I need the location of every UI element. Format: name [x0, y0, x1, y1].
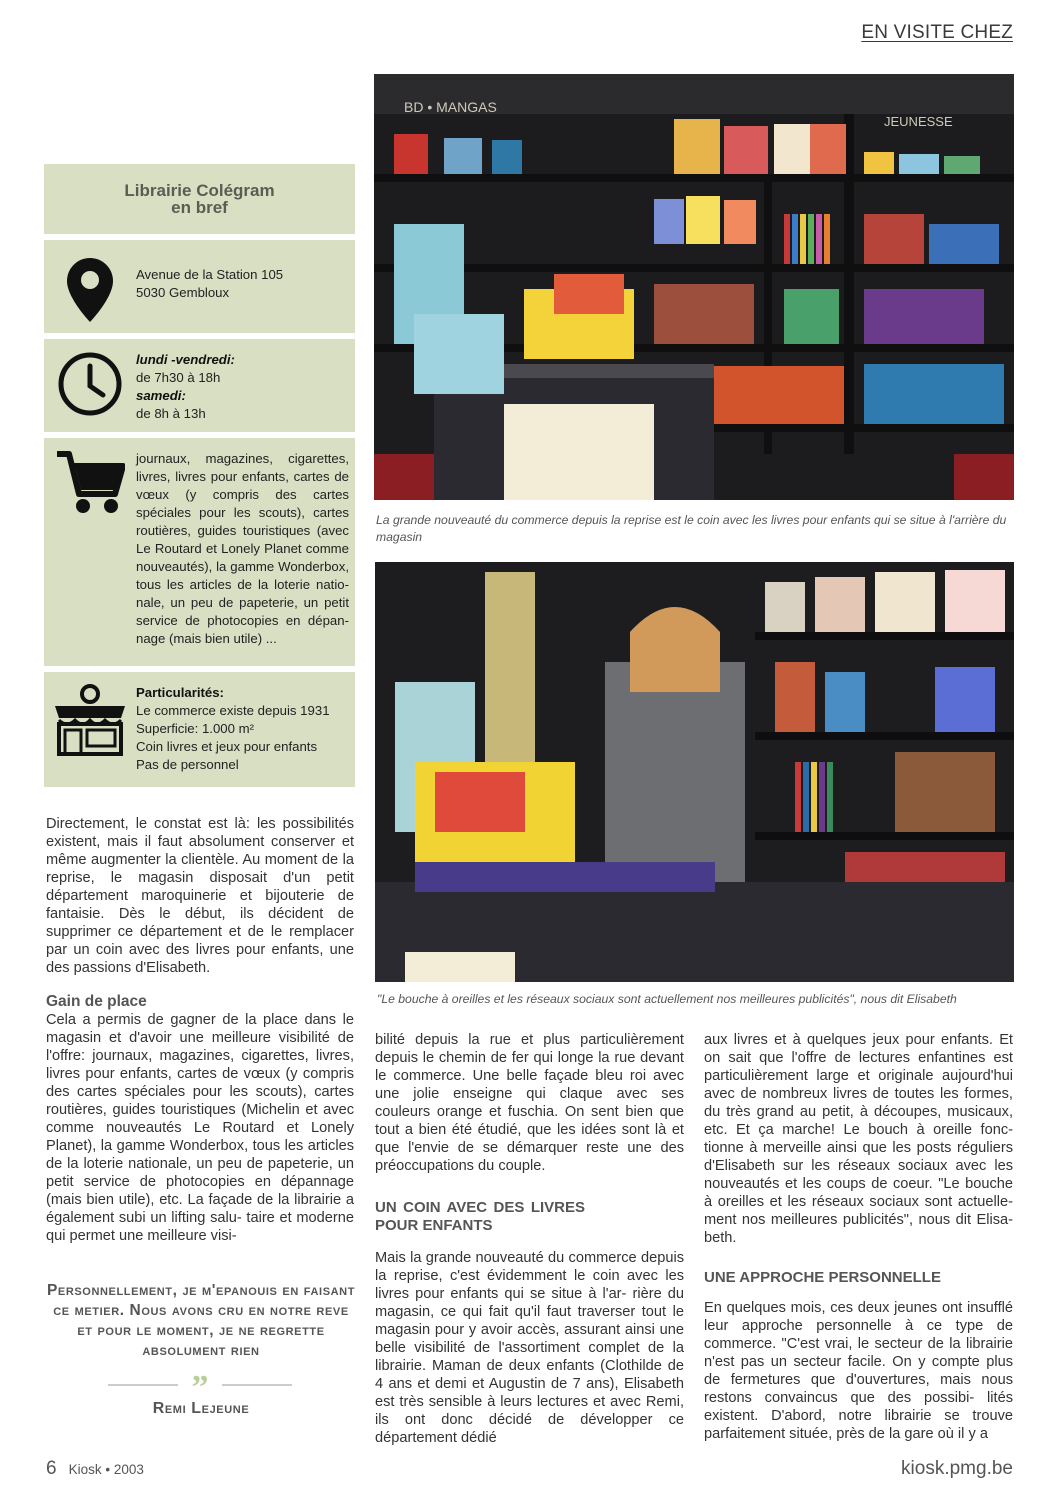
- heading-coin-enfants: UN COIN AVEC DES LIVRES POUR ENFANTS: [375, 1199, 585, 1234]
- address-block: [44, 240, 355, 333]
- hours-saturday-label: samedi:: [136, 388, 186, 403]
- clock-icon: [44, 351, 136, 417]
- website-link[interactable]: kiosk.pmg.be: [901, 1458, 1013, 1479]
- pull-quote: Personnellement, je m'epanouis en faisant ce metier. Nous avons cru en notre reve et pour le moment, je ne regrette absolument rien: [46, 1282, 356, 1359]
- shopping-cart-icon: [44, 450, 136, 516]
- magazine-issue: Kiosk • 2003: [68, 1462, 144, 1477]
- sidebar-title-line1: Librairie Colégram: [124, 181, 275, 200]
- sidebar-title: [44, 164, 355, 234]
- storefront-icon: [44, 684, 136, 756]
- features-line2: Superficie: 1.000 m²: [136, 721, 255, 736]
- hours-saturday-value: de 8h à 13h: [136, 406, 206, 421]
- article-column-1: [46, 815, 354, 1245]
- heading-gain-de-place: Gain de place: [46, 993, 147, 1010]
- heading-approche-personnelle: UNE APPROCHE PERSONNELLE: [704, 1269, 941, 1286]
- footer-left: [46, 1458, 144, 1480]
- gain-paragraph: Cela a permis de gagner de la place dans le magasin et d'avoir une meilleure visibilité de l'offre: journaux, magazines, cigarettes, livres, livres pour enfants, cartes de vœux (y compris des cartes spéciales pour les scouts), cartes routières, guides touristiques (Michelin et avec comme nouveautés Le Routard et Lonely Planet), la gamme Wonderbox, tous les articles de la loterie nationale, un peu de papeterie, un petit service de photocopies en dépannage (mais bien utile), etc. La façade de la librairie a également subi un lifting salu- taire et moderne qui permet une meilleure visi-: [46, 1012, 354, 1244]
- article-column-2: [375, 1031, 684, 1447]
- hours-weekdays-label: lundi -vendredi:: [136, 352, 235, 367]
- products-text: journaux, magazines, cigarettes, livres, livres pour enfants, cartes de vœux (y compris des cartes spéciales pour les scouts), cartes routières, guides touristiques (avec Le Routard et Lonely Planet comme nouveautés), la gamme Wonderbox, tous les articles de la loterie natio- nale, un peu de papeterie, un petit service de photocopies en dépan- nage (mais bien utile) ...: [136, 451, 349, 646]
- col3-paragraph: aux livres et à quelques jeux pour enfants. Et on sait que l'offre de lectures enfantines est particulièrement large et originale aujourd'hui avec de nombreux livres de toutes les formes, du très grand au petit, à découpes, musicaux, etc. Et ça marche! Le bouch à oreille fonc- tionne à merveille ainsi que les posts réguliers d'Elisabeth sur les réseaux sociaux avec les nouveautés et les coups de coeur. "Le bouche à oreilles et les réseaux sociaux sont actuelle- ment nos meilleures publicités", nous dit Elisa- beth.: [704, 1032, 1013, 1246]
- hours-weekdays-value: de 7h30 à 18h: [136, 370, 221, 385]
- article-column-3: [704, 1031, 1013, 1443]
- features-block: [44, 672, 355, 787]
- photo-caption-top: La grande nouveauté du commerce depuis la reprise est le coin avec les livres pour enfants qui se situe à l'arrière du magasin: [376, 513, 1007, 544]
- features-label: Particularités:: [136, 685, 224, 700]
- photo-caption-bottom: "Le bouche à oreilles et les réseaux sociaux sont actuellement nos meilleures publicités", nous dit Elisabeth: [377, 992, 957, 1006]
- photo-children-corner: [374, 74, 1014, 500]
- address-line2: 5030 Gembloux: [136, 285, 230, 300]
- products-block: [44, 438, 355, 666]
- address-line1: Avenue de la Station 105: [136, 267, 284, 282]
- shelf-sign-right: JEUNESSE: [884, 114, 953, 129]
- pull-quote-author: Remi Lejeune: [152, 1400, 250, 1417]
- features-line3: Coin livres et jeux pour enfants: [136, 739, 318, 754]
- svg-text:”: ”: [191, 1370, 209, 1400]
- quote-mark-icon: [108, 1370, 292, 1400]
- features-line1: Le commerce existe depuis 1931: [136, 703, 330, 718]
- sidebar-title-line2: en bref: [171, 198, 228, 217]
- section-label: EN VISITE CHEZ: [861, 22, 1013, 43]
- features-line4: Pas de personnel: [136, 757, 239, 772]
- col2-paragraph: bilité depuis la rue et plus particulièrement depuis le chemin de fer qui longe la rue devant le commerce. Une belle façade bleu roi avec une jolie enseigne qui claque avec ses couleurs orange et fuschia. On sent bien que tout a bien été étudié, que les idées sont là et que l'envie de se démarquer reste une des préoccupations du couple.: [375, 1032, 684, 1174]
- shelf-sign-left: BD • MANGAS: [404, 99, 497, 115]
- intro-paragraph: Directement, le constat est là: les possibilités existent, mais il faut absolument conserver et même augmenter la clientèle. Au moment de la reprise, le magasin disposait d'un petit département maroquinerie et bijouterie de fantaisie. Dès le début, ils décident de supprimer ce département et de le remplacer par un coin avec des livres pour enfants, une des passions d'Elisabeth.: [46, 816, 354, 976]
- coin-paragraph: Mais la grande nouveauté du commerce depuis la reprise, c'est évidemment le coin avec les livres pour enfants qui se situe à l'ar- rière du magasin, ce qui fait qu'il faut traverser tout le magasin pour y avoir accès, assurant ainsi une belle visibilité de l'assortiment complet de la librairie. Maman de deux enfants (Clothilde de 4 ans et demi et Augustin de 7 ans), Elisabeth est très sensible à leurs lectures et avec Remi, ils ont donc décidé de développer ce département dédié: [375, 1250, 684, 1446]
- location-pin-icon: [44, 258, 136, 322]
- hours-block: [44, 339, 355, 432]
- info-sidebar: [44, 164, 355, 793]
- page-number: 6: [46, 1458, 57, 1479]
- photo-elisabeth: [375, 562, 1014, 982]
- approche-paragraph: En quelques mois, ces deux jeunes ont insufflé leur approche personnelle à ce type de commerce. "C'est vrai, le secteur de la librairie n'est pas un secteur facile. On y compte plus de fermetures que d'ouvertures, mais nous restons convaincus que des possibi- lités existent. D'abord, notre librairie se trouve parfaitement située, près de la gare où il y a: [704, 1300, 1013, 1442]
